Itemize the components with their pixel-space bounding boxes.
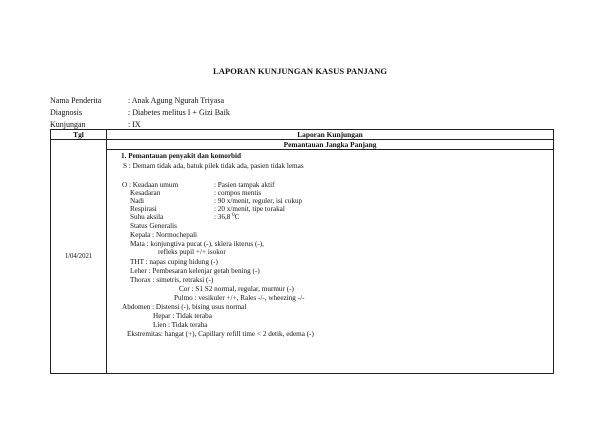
obj-label: Suhu aksila [130, 213, 164, 221]
document-title: LAPORAN KUNJUNGAN KASUS PANJANG [212, 66, 388, 76]
exam-abdomen: Abdomen : Distensi (-), bising usus normal [122, 303, 247, 311]
patient-label: Nama Penderita [50, 96, 102, 105]
exam-thorax: Thorax : simetris, retraksi (-) [130, 276, 214, 284]
subjective-line: S : Demam tidak ada, batuk pilek tidak ada, pasien tidak lemas [123, 162, 304, 170]
header-date: Tgl [51, 130, 107, 140]
obj-value-temp [214, 213, 239, 221]
table-content-row [51, 150, 554, 374]
patient-value: : IX [128, 120, 141, 129]
visit-report-table [50, 129, 554, 374]
exam-kepala: Kepala : Normochepali [130, 231, 198, 239]
obj-label: Nadi [130, 197, 144, 205]
exam-tht: THT : napas cuping hidung (-) [130, 258, 218, 266]
obj-value: : 90 x/menit, reguler, isi cukup [214, 197, 303, 205]
exam-mata-cont: refleks pupil +/+ isokor [158, 248, 226, 256]
visit-date: 1/04/2021 [51, 140, 107, 374]
exam-ekstremitas: Ekstremitas: hangat (+), Capillary refill time < 2 detik, edema (-) [127, 330, 314, 338]
exam-cor: Cor : S1 S2 normal, regular, murmur (-) [179, 285, 294, 293]
exam-leher: Leher : Pembesaran kelenjar getah bening (-) [130, 267, 260, 275]
exam-mata: Mata : konjungtiva pucat (-), sklera ikterus (-), [130, 240, 264, 248]
header-report: Laporan Kunjungan [107, 130, 554, 140]
table-header-row [51, 130, 554, 140]
obj-value: : Pasien tampak aktif [214, 181, 275, 189]
patient-value: : Diabetes melitus I + Gizi Baik [128, 108, 230, 117]
exam-hepar: Hepar : Tidak teraba [153, 312, 212, 320]
patient-label: Diagnosis [50, 108, 82, 117]
obj-value: : 20 x/menit, tipe torakal [214, 205, 285, 213]
exam-pulmo: Pulmo : vesikuler +/+, Rales -/-, wheezing -/- [174, 294, 305, 302]
degree-mark: 0 [232, 213, 235, 218]
subheading: Pemantauan Jangka Panjang [107, 140, 554, 150]
section-heading: 1. Pemantauan penyakit dan komorbid [121, 152, 242, 160]
table-subheader-row [51, 140, 554, 150]
obj-label: O : Keadaan umum [122, 181, 179, 189]
obj-label: Kesadaran [130, 189, 161, 197]
patient-row-diagnosis [50, 108, 350, 118]
temp-value: : 36,8 [214, 213, 233, 221]
patient-label: Kunjungan [50, 120, 86, 129]
exam-lien: Lien : Tidak teraba [153, 321, 208, 329]
temp-unit: C [234, 213, 240, 221]
patient-value: : Anak Agung Ngurah Triyasa [128, 96, 224, 105]
status-generalis: Status Generalis [130, 222, 177, 230]
report-content [107, 150, 554, 374]
obj-value: : compos mentis [214, 189, 262, 197]
obj-label: Respirasi [130, 205, 157, 213]
patient-row-name [50, 96, 350, 106]
